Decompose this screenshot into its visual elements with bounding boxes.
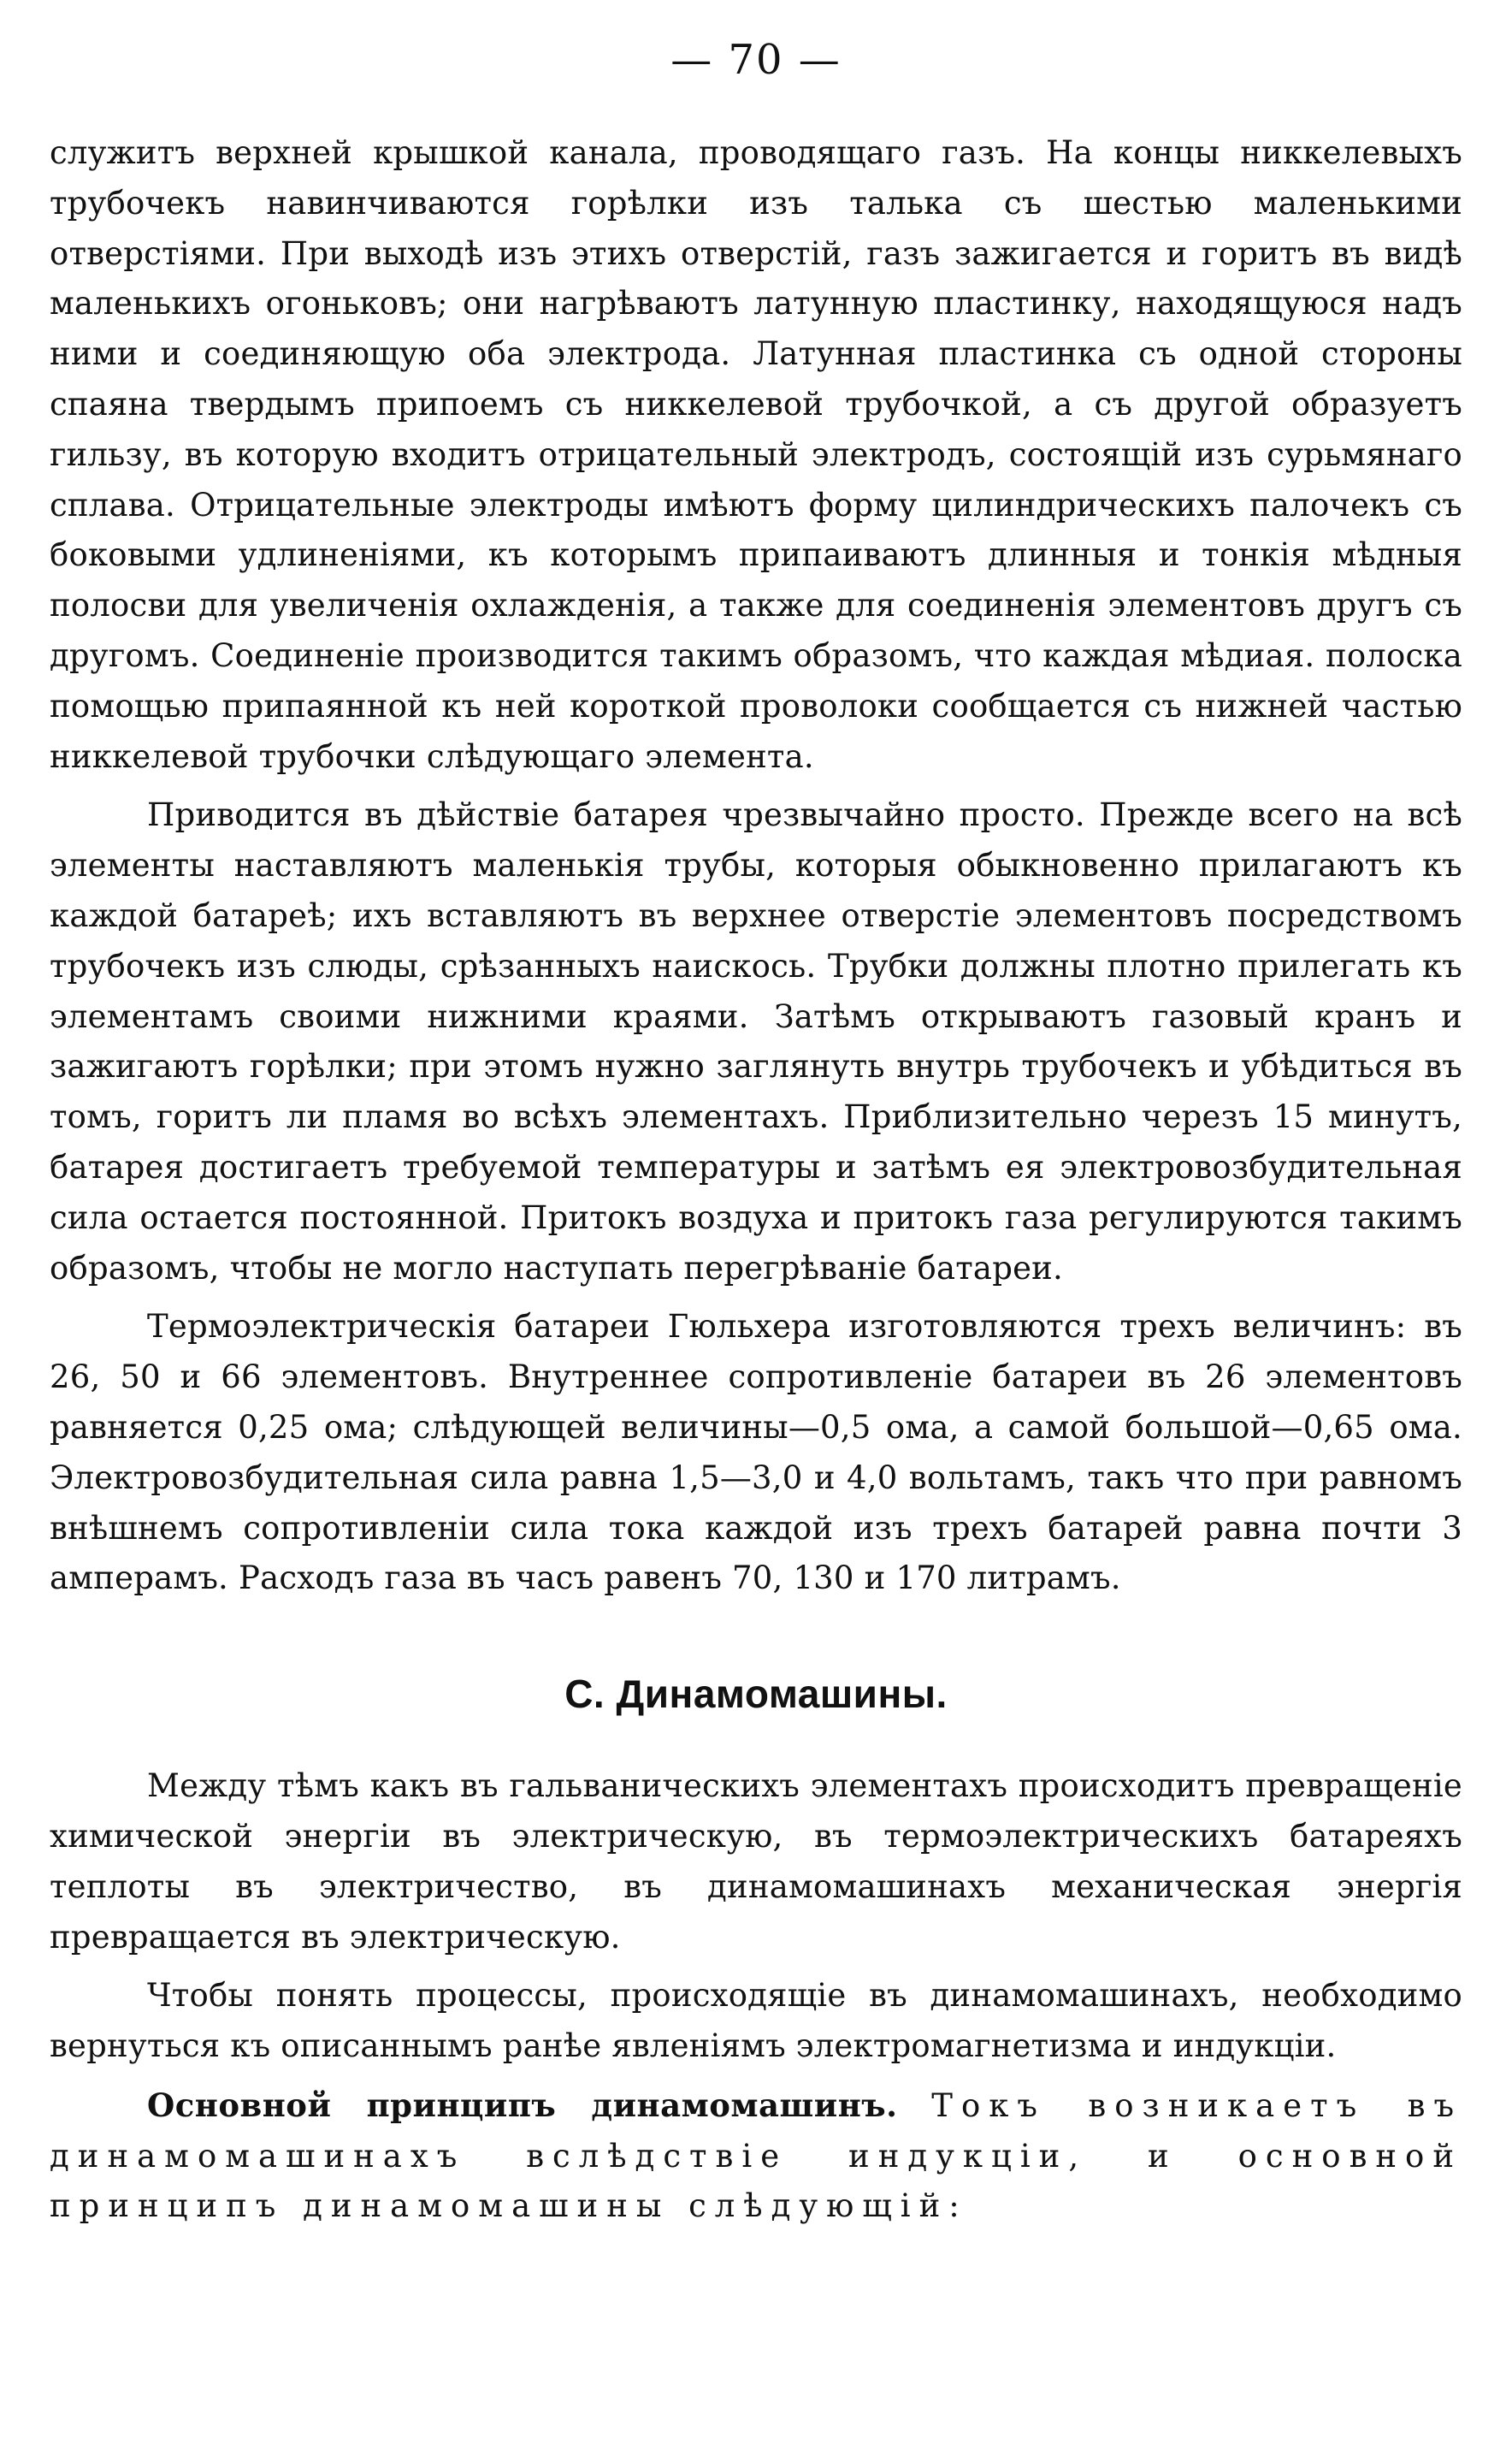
principle-text: Токъ возникаетъ въ динамомашинахъ вслѣдствіе индукціи, и основной принципъ динамомашины слѣдующій: bbox=[50, 2086, 1462, 2225]
paragraph-burner-description: служитъ верхней крышкой канала, проводящаго газъ. На концы никкелевыхъ трубочекъ навинчиваются горѣлки изъ талька съ шестью маленькими отверстіями. При выходѣ изъ этихъ отверстій, газъ зажигается и горитъ въ видѣ маленькихъ огоньковъ; они нагрѣваютъ латунную пластинку, находящуюся надъ ними и соединяющую оба электрода. Латунная пластинка съ одной стороны спаяна твердымъ припоемъ съ никкелевой трубочкой, а съ другой образуетъ гильзу, въ которую входитъ отрицательный электродъ, состоящій изъ сурьмянаго сплава. Отрицательные электроды имѣютъ форму цилиндрическихъ палочекъ съ боковыми удлиненіями, къ которымъ припаиваютъ длинныя и тонкія мѣдныя полосви для увеличенія охлажденія, а также для соединенія элементовъ другъ съ другомъ. Соединеніе производится такимъ образомъ, что каждая мѣдиая. полоска помощью припаянной къ ней короткой проволоки сообщается съ нижней частью никкелевой трубочки слѣдующаго элемента. bbox=[50, 134, 1462, 775]
principle-term: Основной принципъ динамомашинъ. bbox=[147, 2086, 898, 2124]
paragraph-energy-conversion: Между тѣмъ какъ въ гальваническихъ элементахъ происходитъ превращеніе химической энергіи въ электрическую, въ термоэлектрическихъ батареяхъ теплоты въ электричество, въ динамомашинахъ механическая энергія превращается въ электрическую. bbox=[50, 1767, 1462, 1956]
paragraph-battery-operation: Приводится въ дѣйствіе батарея чрезвычайно просто. Прежде всего на всѣ элементы наставляютъ маленькія трубы, которыя обыкновенно прилагаютъ къ каждой батареѣ; ихъ вставляютъ въ верхнее отверстіе элементовъ посредствомъ трубочекъ изъ слюды, срѣзанныхъ наискось. Трубки должны плотно прилегать къ элементамъ своими нижними краями. Затѣмъ открываютъ газовый кранъ и зажигаютъ горѣлки; при этомъ нужно заглянуть внутрь трубочекъ и убѣдиться въ томъ, горитъ ли пламя во всѣхъ элементахъ. Приблизительно черезъ 15 минутъ, батарея достигаетъ требуемой температуры и затѣмъ ея электровозбудительная сила остается постоянной. Притокъ воздуха и притокъ газа регулируются такимъ образомъ, чтобы не могло наступать перегрѣваніе батареи. bbox=[50, 796, 1462, 1287]
paragraph-induction-reference: Чтобы понять процессы, происходящіе въ динамомашинахъ, необходимо вернуться къ описаннымъ ранѣе явленіямъ электромагнетизма и индукціи. bbox=[50, 1977, 1462, 2065]
paragraph-basic-principle bbox=[50, 2080, 1462, 2232]
paragraph-battery-sizes: Термоэлектрическія батареи Гюльхера изготовляются трехъ величинъ: въ 26, 50 и 66 элементовъ. Внутреннее сопротивленіе батареи въ 26 элементовъ равняется 0,25 ома; слѣдующей величины—0,5 ома, а самой большой—0,65 ома. Электровозбудительная сила равна 1,5—3,0 и 4,0 вольтамъ, такъ что при равномъ внѣшнемъ сопротивленіи сила тока каждой изъ трехъ батарей равна почти 3 амперамъ. Расходъ газа въ часъ равенъ 70, 130 и 170 литрамъ. bbox=[50, 1308, 1462, 1597]
page-number: — 70 — bbox=[670, 36, 842, 84]
page-body bbox=[50, 128, 1462, 2232]
section-title: С. Динамомашины. bbox=[564, 1672, 948, 1717]
